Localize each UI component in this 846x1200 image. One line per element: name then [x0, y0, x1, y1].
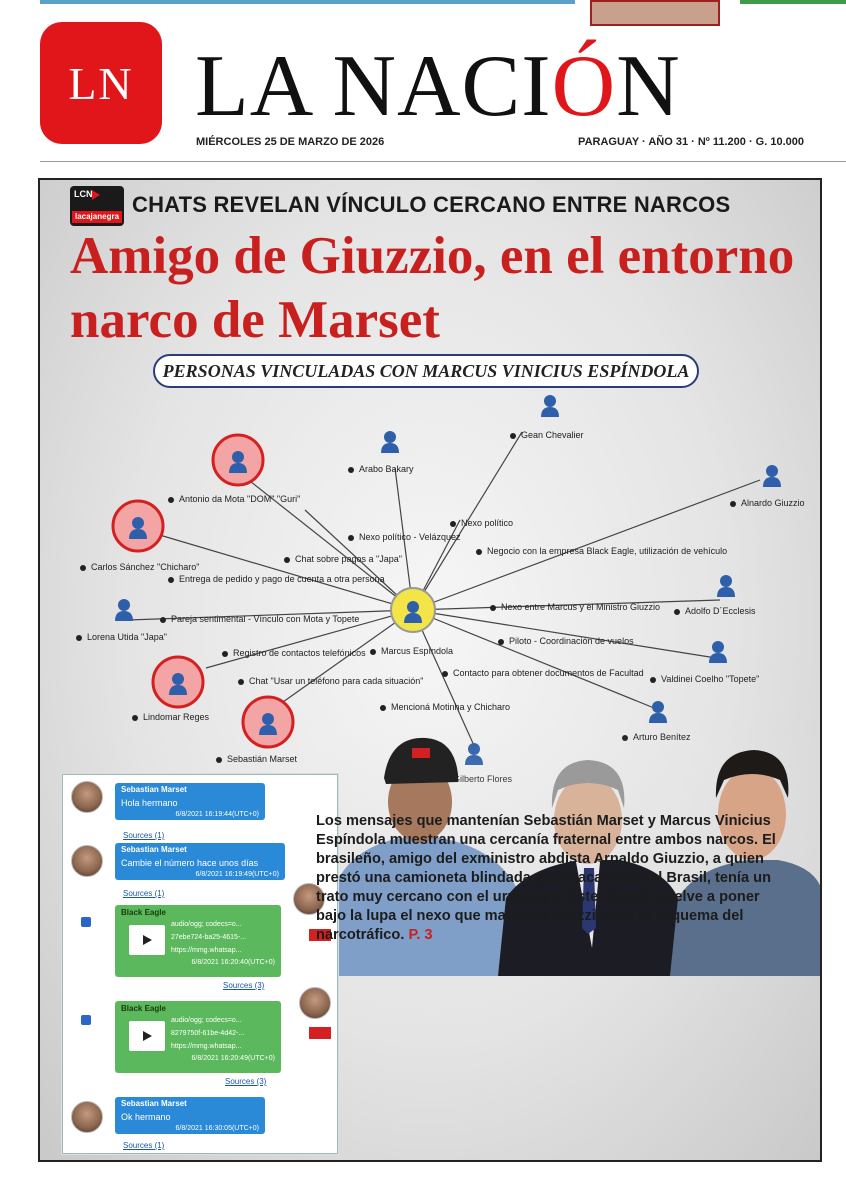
message-sender: Sebastian Marset [121, 785, 187, 794]
label-lindomar-reges: Lindomar Reges [132, 712, 209, 722]
message-sender: Black Eagle [121, 908, 166, 917]
masthead-title-part: LA NACI [195, 38, 552, 135]
checkbox-icon[interactable] [81, 917, 91, 927]
link-registro-contactos: Registro de contactos telefónicos [222, 648, 366, 658]
label-adolfo-decclesis: Adolfo D´Ecclesis [674, 606, 756, 616]
node-antonio-mota [213, 435, 263, 485]
node-gean-chevalier [541, 395, 559, 417]
masthead-title-end: N [616, 38, 681, 135]
audio-line: https://mmg.whatsap... [171, 1043, 242, 1050]
message-sender: Sebastian Marset [121, 845, 187, 854]
main-story [38, 178, 822, 1162]
audio-play-icon[interactable] [129, 1021, 165, 1051]
label-sebastian-marset: Sebastián Marset [216, 754, 297, 764]
message-timestamp: 6/8/2021 16:19:49(UTC+0) [195, 871, 279, 878]
masthead-rule [40, 161, 846, 162]
audio-line: 8279750f-61be-4d42-... [171, 1030, 245, 1037]
message-timestamp: 6/8/2021 16:20:40(UTC+0) [191, 959, 275, 966]
red-marker [309, 1027, 331, 1039]
avatar-marset [71, 1101, 103, 1133]
ln-logo [40, 22, 162, 144]
label-carlos-sanchez: Carlos Sánchez "Chicharo" [80, 562, 199, 572]
label-gean-chevalier: Gean Chevalier [510, 430, 584, 440]
link-pareja-sentimental: Pareja sentimental - Vínculo con Mota y Topete [160, 614, 359, 624]
link-black-eagle: Negocio con la empresa Black Eagle, utilización de vehículo [476, 546, 727, 556]
link-menciona-motinha: Mencioná Motinha y Chicharo [380, 702, 510, 712]
node-sebastian-marset [243, 697, 293, 747]
audio-play-icon[interactable] [129, 925, 165, 955]
chat-panel [62, 774, 338, 1154]
avatar-black-eagle [299, 987, 331, 1019]
kicker: CHATS REVELAN VÍNCULO CERCANO ENTRE NARCOS [132, 192, 731, 217]
avatar-marset [71, 781, 103, 813]
node-arabo-bakary [381, 431, 399, 453]
node-adolfo-decclesis [717, 575, 735, 597]
chat-message [115, 783, 265, 820]
lcn-text: LCN [74, 189, 93, 199]
node-carlos-sanchez [113, 501, 163, 551]
message-timestamp: 6/8/2021 16:19:44(UTC+0) [175, 811, 259, 818]
message-sources-link[interactable]: Sources (1) [123, 889, 165, 898]
link-nexo-ministro: Nexo entre Marcus y el Ministro Giuzzio [490, 602, 660, 612]
link-nexo-politico: Nexo político [450, 518, 513, 528]
message-timestamp: 6/8/2021 16:30:05(UTC+0) [175, 1125, 259, 1132]
node-marcus-espindola [391, 588, 435, 632]
chat-audio-message [115, 905, 281, 977]
avatar-marset [71, 845, 103, 877]
article-body [316, 812, 786, 945]
link-entrega-pedido: Entrega de pedido y pago de cuenta a otra persona [168, 574, 385, 584]
top-color-bar-right [740, 0, 846, 4]
lacajanegra-text: lacajanegra [72, 211, 122, 223]
chat-message [115, 843, 285, 880]
ln-logo-text: LN [68, 57, 134, 109]
message-sender: Black Eagle [121, 1004, 166, 1013]
link-chat-pagos-japa: Chat sobre pagos a "Japa" [284, 554, 402, 564]
label-alnardo-giuzzio: Alnardo Giuzzio [730, 498, 805, 508]
message-sources-link[interactable]: Sources (1) [123, 1141, 165, 1150]
page-reference[interactable]: P. 3 [408, 927, 433, 943]
label-marcus-espindola: Marcus Espíndola [370, 646, 453, 656]
link-piloto: Piloto - Coordinación de vuelos [498, 636, 634, 646]
link-contacto-documentos: Contacto para obtener documentos de Facultad [442, 668, 644, 678]
headline: Amigo de Giuzzio, en el entorno narco de Marset [70, 227, 795, 349]
message-timestamp: 6/8/2021 16:20:49(UTC+0) [191, 1055, 275, 1062]
node-lorena-utida [115, 599, 133, 621]
chat-audio-message [115, 1001, 281, 1073]
label-antonio-mota: Antonio da Mota "DOM" "Guri" [168, 494, 300, 504]
node-arturo-benitez [649, 701, 667, 723]
audio-line: https://mmg.whatsap... [171, 947, 242, 954]
dateline: MIÉRCOLES 25 DE MARZO DE 2026 [196, 136, 385, 148]
subhead: PERSONAS VINCULADAS CON MARCUS VINICIUS ESPÍNDOLA [162, 360, 690, 381]
node-alnardo-giuzzio [763, 465, 781, 487]
audio-line: audio/ogg; codecs=o... [171, 1017, 242, 1024]
message-text: Cambie el número hace unos días [121, 858, 259, 868]
masthead-title-accent: Ó [551, 38, 617, 135]
checkbox-icon[interactable] [81, 1015, 91, 1025]
label-valdinei-coelho: Valdinei Coelho "Topete" [650, 674, 759, 684]
audio-line: 27ebe724-ba25-4615-... [171, 934, 247, 941]
message-sources-link[interactable]: Sources (3) [223, 981, 265, 990]
node-valdinei-coelho [709, 641, 727, 663]
edition-info: PARAGUAY · AÑO 31 · Nº 11.200 · G. 10.000 [578, 136, 804, 148]
masthead-title [195, 36, 815, 137]
label-arabo-bakary: Arabo Bakary [348, 464, 414, 474]
message-text: Ok hermano [121, 1112, 171, 1122]
message-sources-link[interactable]: Sources (1) [123, 831, 165, 840]
chat-message [115, 1097, 265, 1134]
top-strip [0, 0, 846, 12]
node-lindomar-reges [153, 657, 203, 707]
label-lorena-utida: Lorena Utida "Japa" [76, 632, 167, 642]
audio-line: audio/ogg; codecs=o... [171, 921, 242, 928]
top-color-bar [40, 0, 575, 4]
message-sources-link[interactable]: Sources (3) [225, 1077, 267, 1086]
message-text: Hola hermano [121, 798, 178, 808]
link-chat-telefono: Chat "Usar un teléfono para cada situación" [238, 676, 424, 686]
link-nexo-velazquez: Nexo político - Velázquez [348, 532, 461, 542]
message-sender: Sebastian Marset [121, 1099, 187, 1108]
top-thumbnail [590, 0, 720, 26]
article-body-text: Los mensajes que mantenían Sebastián Marset y Marcus Vinicius Espíndola muestran una cercanía fraternal entre ambos narcos. El brasileño, amigo del exministro abdista Arnaldo Giuzzio, a quien prestó una camioneta blindada para vacacionar al Brasil, tenía un trato muy cercano con el uruguayo. Este vínculo vuelve a poner bajo la lupa el nexo que mantenía Giuzzio con el esquema del narcotráfico. [316, 813, 776, 943]
